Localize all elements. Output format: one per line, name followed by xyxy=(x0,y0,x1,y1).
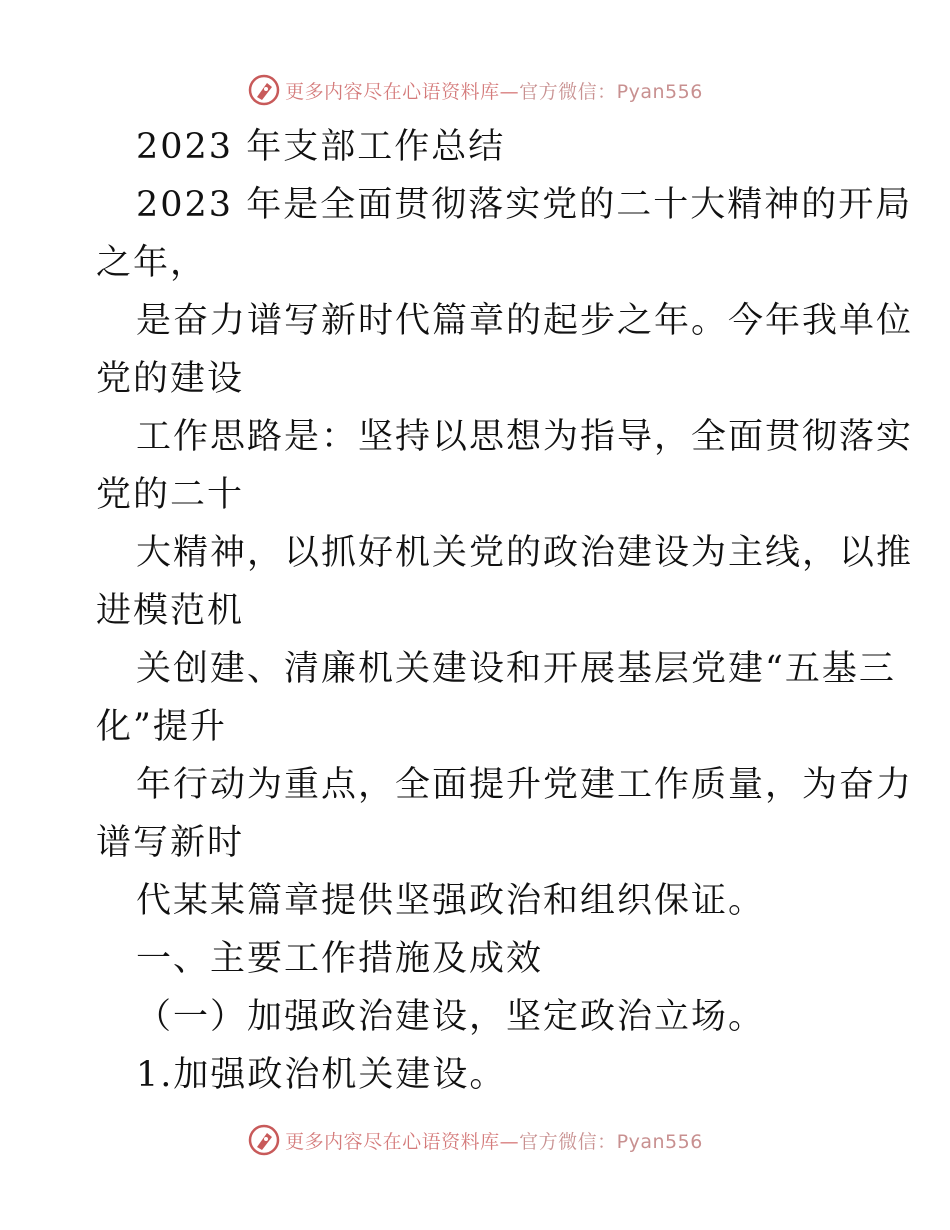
subsection-heading: （一）加强政治建设，坚定政治立场。 xyxy=(136,997,766,1037)
numbered-item-heading: 1.加强政治机关建设。 xyxy=(136,1055,507,1095)
footer-watermark xyxy=(0,1120,950,1160)
pen-nib-logo-icon xyxy=(247,73,281,107)
paragraph-line: 之年， xyxy=(96,243,208,283)
paragraph-line: 党的建设 xyxy=(96,359,245,399)
watermark-dash: — xyxy=(499,80,520,103)
watermark-dash: — xyxy=(499,1130,520,1153)
paragraph-line: 是奋力谱写新时代篇章的起步之年。今年我单位 xyxy=(136,301,914,341)
paragraph-line: 大精神，以抓好机关党的政治建设为主线，以推 xyxy=(136,533,914,573)
paragraph-line: 化”提升 xyxy=(96,707,227,747)
watermark-main-text: 更多内容尽在心语资料库 xyxy=(285,1130,500,1153)
pen-nib-logo-icon xyxy=(247,1123,281,1157)
paragraph-line: 年行动为重点，全面提升党建工作质量，为奋力 xyxy=(136,765,914,805)
watermark-sub-text: 官方微信：Pyan556 xyxy=(519,1130,703,1153)
watermark-main-text: 更多内容尽在心语资料库 xyxy=(285,80,500,103)
watermark-sub-text: 官方微信：Pyan556 xyxy=(519,80,703,103)
document-title: 2023 年支部工作总结 xyxy=(136,127,506,167)
paragraph-line: 2023 年是全面贯彻落实党的二十大精神的开局 xyxy=(136,185,913,225)
paragraph-line: 进模范机 xyxy=(96,591,245,631)
paragraph-line: 代某某篇章提供坚强政治和组织保证。 xyxy=(136,881,766,921)
paragraph-line: 关创建、清廉机关建设和开展基层党建“五基三 xyxy=(136,649,896,689)
paragraph-line: 谱写新时 xyxy=(96,823,245,863)
paragraph-line: 党的二十 xyxy=(96,475,245,515)
paragraph-line: 工作思路是：坚持以思想为指导，全面贯彻落实 xyxy=(136,417,914,457)
header-watermark xyxy=(0,70,950,110)
document-body xyxy=(96,118,914,1104)
section-heading: 一、主要工作措施及成效 xyxy=(136,939,544,979)
